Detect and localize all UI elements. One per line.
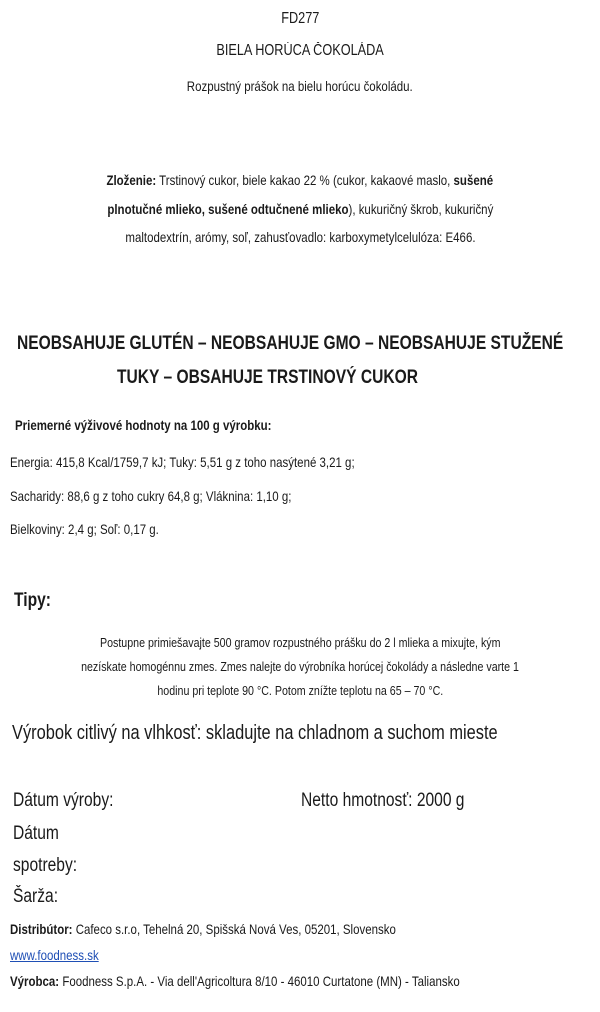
ingredients-line-2: plnotučné mlieko, sušené odtučnené mlieko), kukuričný škrob, kukuričný: [107, 201, 493, 217]
distributor-label: Distribútor:: [10, 921, 73, 937]
nutrition-energy: Energia: 415,8 Kcal/1759,7 kJ; Tuky: 5,51 g z toho nasýtené 3,21 g;: [10, 454, 355, 470]
manufacturer-label: Výrobca:: [10, 973, 60, 989]
product-code: FD277: [280, 10, 320, 27]
nutrition-heading: Priemerné výživové hodnoty na 100 g výrobku:: [15, 417, 272, 433]
distributor-line: Distribútor: Cafeco s.r.o, Tehelná 20, Spišská Nová Ves, 05201, Slovensko: [10, 921, 396, 937]
product-subtitle: Rozpustný prášok na bielu horúcu čokoládu.: [187, 78, 413, 94]
website-line: [10, 947, 118, 963]
claims-line-1: NEOBSAHUJE GLUTÉN – NEOBSAHUJE GMO – NEOBSAHUJE STUŽENÉ: [17, 333, 564, 354]
expiry-date-label-line-2: spotreby:: [13, 855, 78, 876]
claims-line-2: TUKY – OBSAHUJE TRSTINOVÝ CUKOR: [117, 367, 418, 388]
ingredients-line-3: maltodextrín, arómy, soľ, zahusťovadlo: karboxymetylcelulóza: E466.: [124, 229, 476, 245]
batch-label: Šarža:: [13, 886, 59, 907]
tips-line-2: nezískate homogénnu zmes. Zmes nalejte do výrobníka horúcej čokolády a následne varte 1: [81, 659, 519, 674]
production-date-label: Dátum výroby:: [13, 790, 114, 811]
product-name: BIELA HORÚCA ČOKOLÁDA: [216, 42, 384, 59]
expiry-date-label-line-1: Dátum: [13, 823, 59, 844]
storage-note: Výrobok citlivý na vlhkosť: skladujte na chladnom a suchom mieste: [12, 722, 498, 744]
tips-heading: Tipy:: [14, 590, 51, 611]
ingredients-line-1: Zloženie: Trstinový cukor, biele kakao 22 % (cukor, kakaové maslo, sušené: [106, 172, 494, 188]
ingredients-label: Zloženie:: [106, 172, 157, 188]
net-weight: Netto hmotnosť: 2000 g: [301, 790, 465, 811]
nutrition-protein: Bielkoviny: 2,4 g; Soľ: 0,17 g.: [10, 521, 159, 537]
nutrition-carbs: Sacharidy: 88,6 g z toho cukry 64,8 g; Vláknina: 1,10 g;: [10, 488, 292, 504]
manufacturer-line: Výrobca: Foodness S.p.A. - Via dell'Agricoltura 8/10 - 46010 Curtatone (MN) - Taliansko: [10, 973, 460, 989]
tips-line-3: hodinu pri teplote 90 °C. Potom znížte teplotu na 65 – 70 °C.: [157, 683, 443, 698]
website-link[interactable]: www.foodness.sk: [10, 947, 99, 963]
tips-line-1: Postupne primiešavajte 500 gramov rozpustného prášku do 2 l mlieka a mixujte, kým: [99, 635, 501, 650]
